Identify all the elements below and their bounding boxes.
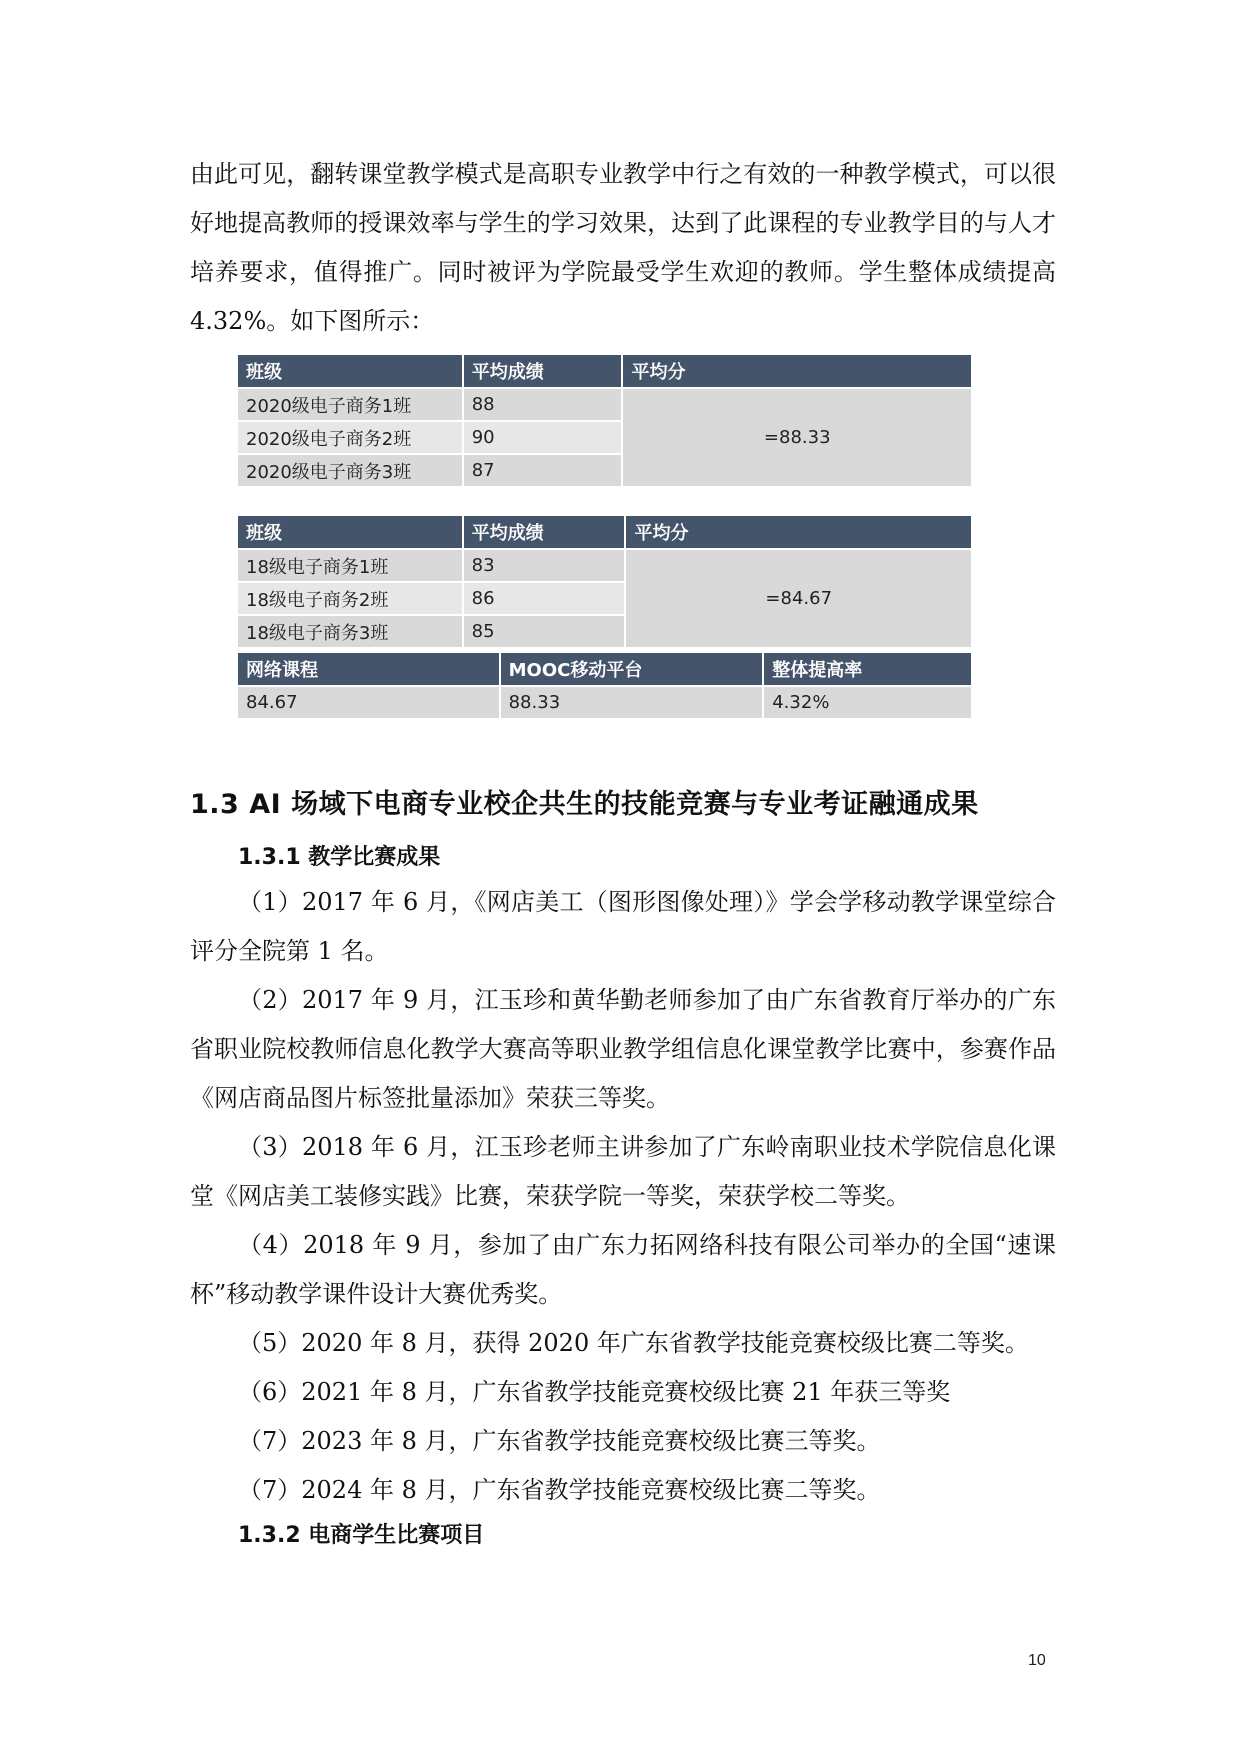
list-item: （5）2020 年 8 月，获得 2020 年广东省教学技能竞赛校级比赛二等奖。 [238, 1329, 1029, 1357]
list-item: （4）2018 年 9 月，参加了由广东力拓网络科技有限公司举办的全国“速课杯”移动教学课件设计大赛优秀奖。 [190, 1231, 1056, 1308]
header-class: 班级 [238, 355, 463, 388]
subsection-heading-teaching: 1.3.1 教学比赛成果 [238, 845, 441, 870]
table-header-row [238, 653, 972, 686]
intro-paragraph: 由此可见，翻转课堂教学模式是高职专业教学中行之有效的一种教学模式，可以很好地提高教师的授课效率与学生的学习效果，达到了此课程的专业教学目的与人才培养要求，值得推广。同时被评为学院最受学生欢迎的教师。学生整体成绩提高 4.32%。如下图所示： [190, 160, 1056, 335]
cell-class: 18级电子商务1班 [238, 549, 463, 582]
table-header-row [238, 355, 972, 388]
list-item: （3）2018 年 6 月，江玉珍老师主讲参加了广东岭南职业技术学院信息化课堂《网店美工装修实践》比赛，荣获学院一等奖，荣获学校二等奖。 [190, 1133, 1056, 1210]
list-item: （2）2017 年 9 月，江玉珍和黄华勤老师参加了由广东省教育厅举办的广东省职业院校教师信息化教学大赛高等职业教学组信息化课堂教学比赛中，参赛作品《网店商品图片标签批量添加》荣获三等奖。 [190, 986, 1056, 1112]
cell-average: =84.67 [625, 549, 972, 648]
cell-score: 83 [463, 549, 626, 582]
score-table-2020 [238, 355, 973, 488]
subsection-heading-students: 1.3.2 电商学生比赛项目 [238, 1523, 485, 1548]
cell-score: 90 [463, 421, 623, 454]
header-average: 平均分 [622, 355, 972, 388]
score-table-18 [238, 516, 973, 649]
header-score: 平均成绩 [463, 355, 623, 388]
cell-score: 87 [463, 454, 623, 487]
cell-class: 2020级电子商务1班 [238, 388, 463, 421]
cell-average: =88.33 [622, 388, 972, 487]
cell-class: 18级电子商务2班 [238, 582, 463, 615]
cell-online-course: 84.67 [238, 686, 500, 719]
list-item: （1）2017 年 6 月，《网店美工（图形图像处理）》学会学移动教学课堂综合评分全院第 1 名。 [190, 888, 1056, 965]
list-item: （7）2024 年 8 月，广东省教学技能竞赛校级比赛二等奖。 [238, 1476, 881, 1504]
improvement-table [238, 653, 973, 720]
list-item: （6）2021 年 8 月，广东省教学技能竞赛校级比赛 21 年获三等奖 [238, 1378, 951, 1406]
cell-class: 2020级电子商务3班 [238, 454, 463, 487]
cell-mooc-platform: 88.33 [500, 686, 764, 719]
table-row [238, 686, 972, 719]
header-mooc-platform: MOOC移动平台 [500, 653, 764, 686]
cell-score: 85 [463, 615, 626, 648]
header-improvement-rate: 整体提高率 [763, 653, 972, 686]
section-heading: 1.3 AI 场域下电商专业校企共生的技能竞赛与专业考证融通成果 [190, 789, 979, 820]
cell-class: 2020级电子商务2班 [238, 421, 463, 454]
list-item: （7）2023 年 8 月，广东省教学技能竞赛校级比赛三等奖。 [238, 1427, 881, 1455]
table-row [238, 388, 972, 421]
cell-score: 86 [463, 582, 626, 615]
header-score: 平均成绩 [463, 516, 626, 549]
table-row [238, 549, 972, 582]
page-number: 10 [1028, 1652, 1046, 1669]
cell-score: 88 [463, 388, 623, 421]
header-class: 班级 [238, 516, 463, 549]
table-header-row [238, 516, 972, 549]
cell-improvement-rate: 4.32% [763, 686, 972, 719]
cell-class: 18级电子商务3班 [238, 615, 463, 648]
header-average: 平均分 [625, 516, 972, 549]
header-online-course: 网络课程 [238, 653, 500, 686]
